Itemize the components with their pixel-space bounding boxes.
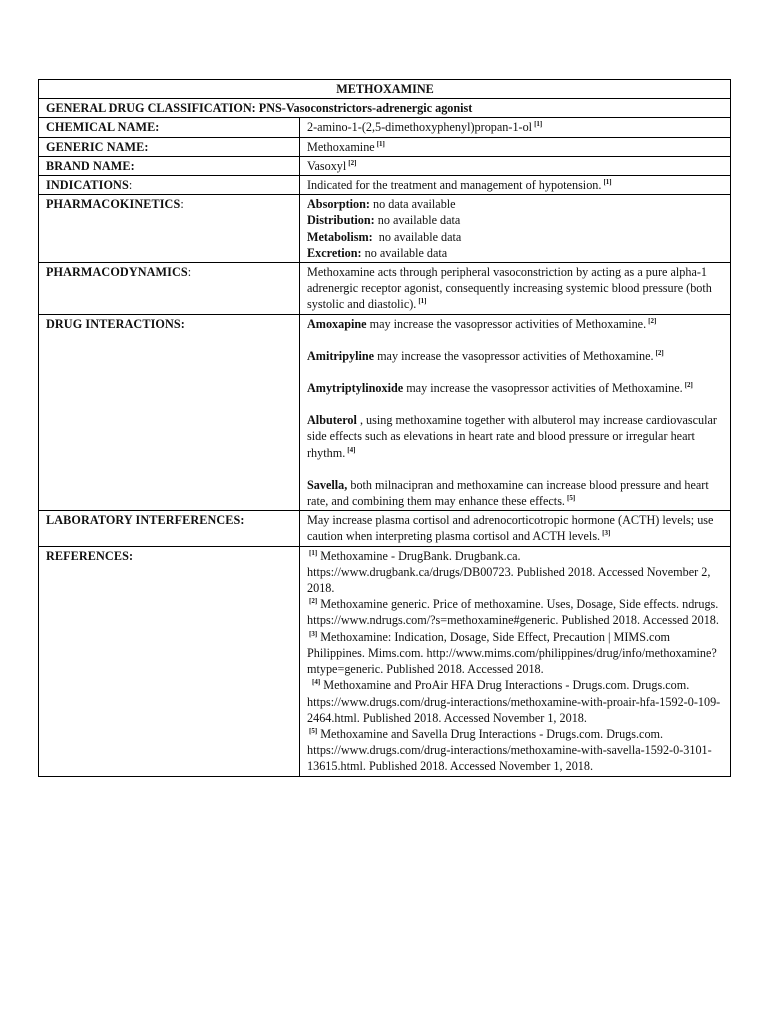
pharmacodynamics-label: PHARMACODYNAMICS [46, 265, 188, 280]
label-colon: : [128, 178, 133, 193]
reference-item [307, 726, 724, 775]
citation-ref: [1] [418, 297, 427, 306]
citation-ref: [1] [603, 178, 612, 187]
lab-interferences-label: LABORATORY INTERFERENCES: [39, 511, 300, 546]
reference-item [307, 677, 724, 726]
citation-ref: [3] [309, 629, 318, 638]
interaction-text: both milnacipran and methoxamine can increase blood pressure and heart rate, and combining them may enhance these effects. [307, 477, 709, 509]
citation-ref: [2] [655, 348, 664, 357]
citation-ref: [1] [376, 139, 385, 148]
references-row [39, 546, 731, 776]
drug-interactions-row [39, 314, 731, 511]
pharmacokinetics-list [300, 195, 731, 263]
pk-absorption [307, 196, 724, 212]
brand-name-row [39, 156, 731, 175]
generic-name-value: Methoxamine [307, 139, 375, 154]
chemical-name-label: CHEMICAL NAME: [39, 118, 300, 137]
drug-classification: GENERAL DRUG CLASSIFICATION: PNS-Vasoconstrictors-adrenergic agonist [39, 99, 731, 118]
citation-ref: [1] [309, 548, 318, 557]
interaction-text: may increase the vasopressor activities of Methoxamine. [366, 316, 647, 331]
lab-interferences-value: May increase plasma cortisol and adrenocorticotropic hormone (ACTH) levels; use caution when interpreting plasma cortisol and ACTH levels. [307, 513, 714, 544]
citation-ref: [2] [684, 381, 693, 390]
drug-interactions-list [300, 314, 731, 511]
pharmacokinetics-label: PHARMACOKINETICS [46, 197, 181, 212]
interaction-text: , using methoxamine together with albuterol may increase cardiovascular side effects such as elevations in heart rate and blood pressure or irregular heart rhythm. [307, 413, 717, 460]
pk-excretion [307, 245, 724, 261]
reference-item [307, 596, 724, 628]
interaction-item [307, 380, 724, 396]
interaction-item [307, 477, 724, 509]
brand-name-label: BRAND NAME: [39, 156, 300, 175]
generic-name-label: GENERIC NAME: [39, 137, 300, 156]
pk-term: Excretion: [307, 245, 362, 260]
pk-term: Distribution: [307, 213, 375, 228]
pk-text: no available data [361, 245, 448, 260]
label-colon: : [180, 197, 184, 212]
pk-metabolism [307, 229, 724, 245]
drug-interactions-label: DRUG INTERACTIONS: [39, 314, 300, 511]
reference-text: Methoxamine - DrugBank. Drugbank.ca. https://www.drugbank.ca/drugs/DB00723. Published 2018. Accessed November 2, 2018. [307, 548, 711, 596]
citation-ref: [4] [347, 445, 356, 454]
pk-term: Absorption: [307, 197, 370, 212]
citation-ref: [2] [309, 597, 318, 606]
reference-item [307, 548, 724, 597]
pk-distribution [307, 212, 724, 228]
citation-ref: [2] [348, 158, 357, 167]
chemical-name-row [39, 118, 731, 137]
interaction-drug: Albuterol [307, 413, 357, 428]
references-label: REFERENCES: [39, 546, 300, 776]
reference-text: Methoxamine generic. Price of methoxamine. Uses, Dosage, Side effects. ndrugs. https://www.ndrugs.com/?s=methoxamine#generic. Published 2018. Accessed 2018. [307, 597, 719, 628]
interaction-drug: Amitripyline [307, 348, 375, 363]
brand-name-value: Vasoxyl [307, 158, 347, 173]
pk-text: no available data [372, 229, 462, 244]
indications-label: INDICATIONS [46, 178, 129, 193]
interaction-item [307, 412, 724, 461]
interaction-drug: Savella, [307, 477, 348, 492]
reference-text: Methoxamine and Savella Drug Interactions - Drugs.com. Drugs.com. https://www.drugs.com/drug-interactions/methoxamine-with-savella-1592-0-3101-13615.html. Published 2018. Accessed November 1, 2018. [307, 726, 712, 774]
pk-term: Metabolism: [307, 229, 373, 244]
interaction-text: may increase the vasopressor activities of Methoxamine. [374, 348, 654, 363]
citation-ref: [5] [309, 726, 318, 735]
title-row [39, 80, 731, 99]
reference-text: Methoxamine and ProAir HFA Drug Interactions - Drugs.com. Drugs.com. https://www.drugs.com/drug-interactions/methoxamine-with-proair-hfa-1592-0-109-2464.html. Published 2018. Accessed November 1, 2018. [307, 678, 721, 725]
interaction-drug: Amoxapine [307, 316, 367, 331]
pk-text: no data available [369, 197, 456, 212]
citation-ref: [2] [648, 316, 657, 325]
interaction-item [307, 348, 724, 364]
reference-item [307, 629, 724, 678]
indications-row [39, 176, 731, 195]
chemical-name-value: 2-amino-1-(2,5-dimethoxyphenyl)propan-1-ol [307, 120, 533, 135]
citation-ref: [3] [602, 529, 611, 538]
lab-interferences-row [39, 511, 731, 546]
citation-ref: [1] [534, 120, 543, 129]
drug-info-table [38, 79, 731, 777]
interaction-text: may increase the vasopressor activities of Methoxamine. [403, 381, 683, 396]
pharmacodynamics-value: Methoxamine acts through peripheral vasoconstriction by acting as a pure alpha-1 adrenergic receptor agonist, consequently increasing systemic blood pressure (both systolic and diastolic). [307, 265, 712, 312]
citation-ref: [5] [566, 494, 576, 503]
classification-row [39, 99, 731, 118]
generic-name-row [39, 137, 731, 156]
citation-ref: [4] [312, 678, 321, 687]
pharmacodynamics-row [39, 263, 731, 315]
pk-text: no available data [374, 213, 461, 228]
indications-value: Indicated for the treatment and management of hypotension. [307, 178, 602, 193]
reference-text: Methoxamine: Indication, Dosage, Side Effect, Precaution | MIMS.com Philippines. Mims.com. http://www.mims.com/philippines/drug/info/methoxamine?mtype=generic. Published 2018. Accessed 2018. [307, 629, 717, 677]
pharmacokinetics-row [39, 195, 731, 263]
interaction-drug: Amytriptylinoxide [307, 381, 404, 396]
interaction-item [307, 316, 724, 332]
label-colon: : [187, 265, 192, 280]
drug-title: METHOXAMINE [39, 80, 731, 99]
references-list [300, 546, 731, 776]
